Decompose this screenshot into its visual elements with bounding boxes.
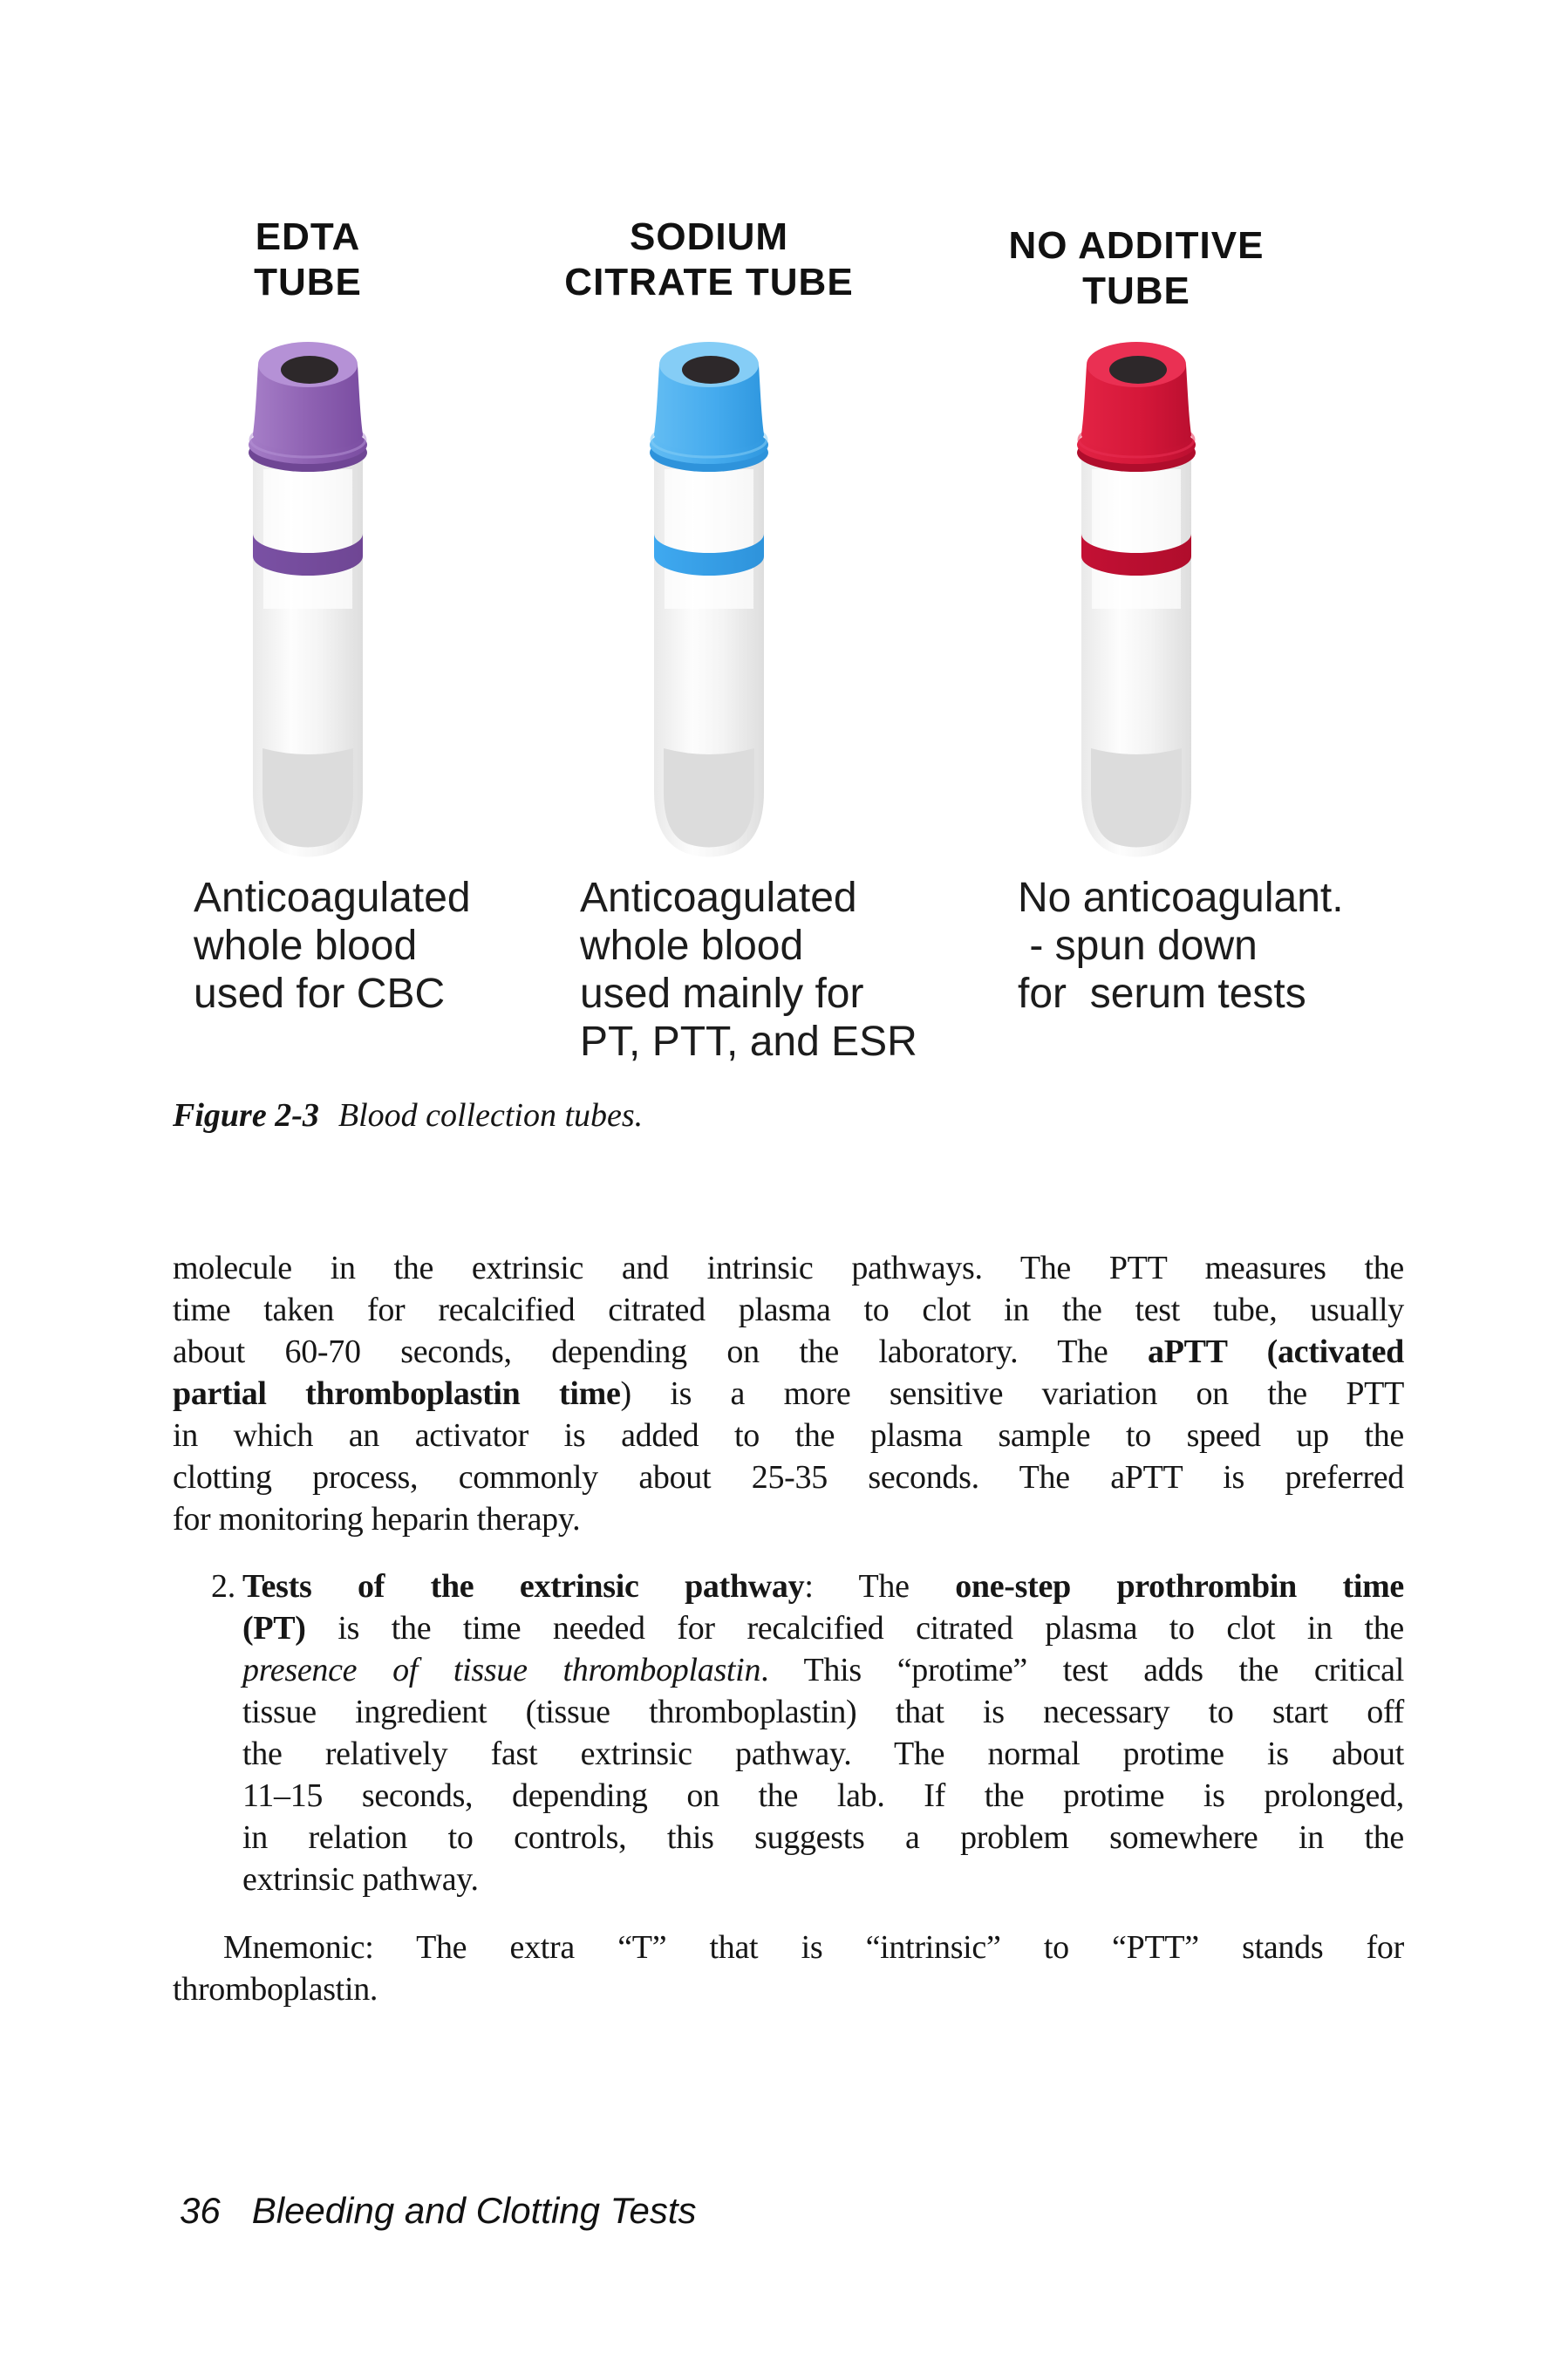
text-line: about 60-70 seconds, depending on the laboratory. The aPTT (activated bbox=[173, 1333, 1404, 1370]
text-line: Mnemonic: The extra “T” that is “intrinsic” to “PTT” stands for bbox=[223, 1929, 1404, 1966]
chapter-title: Bleeding and Clotting Tests bbox=[251, 2190, 697, 2231]
paragraph-ptt-aptt bbox=[173, 1247, 1404, 1540]
page-number: 36 bbox=[180, 2190, 221, 2231]
tube-title-edta bbox=[116, 215, 500, 305]
tube-title-no-additive bbox=[944, 223, 1328, 314]
list-item-number: 2. bbox=[211, 1568, 235, 1605]
list-item-content bbox=[242, 1565, 1404, 1900]
no-additive-tube-illustration bbox=[1062, 338, 1210, 865]
tube-description-edta bbox=[116, 874, 560, 1018]
mnemonic-paragraph bbox=[173, 1927, 1404, 2010]
tube-column-no-additive bbox=[944, 0, 1344, 1081]
tube-column-sodium-citrate bbox=[517, 0, 917, 1081]
tube-title-line: CITRATE TUBE bbox=[564, 261, 854, 304]
text-line: the relatively fast extrinsic pathway. The normal protime is about bbox=[242, 1736, 1404, 1772]
text-line: thromboplastin. bbox=[173, 1971, 378, 2008]
tube-title-line: SODIUM bbox=[630, 215, 788, 258]
tube-description-line: Anticoagulated bbox=[580, 875, 857, 921]
tube-description-no-additive bbox=[944, 874, 1384, 1018]
text-line: extrinsic pathway. bbox=[242, 1861, 479, 1898]
figure-caption-label: Figure 2-3 bbox=[173, 1097, 319, 1134]
tube-title-line: NO ADDITIVE bbox=[1008, 224, 1265, 267]
text-line: 11–15 seconds, depending on the lab. If the protime is prolonged, bbox=[242, 1777, 1404, 1814]
text-line: presence of tissue thromboplastin. This “protime” test adds the critical bbox=[242, 1652, 1405, 1688]
tube-description-line: Anticoagulated bbox=[194, 875, 471, 921]
tube-description-line: for serum tests bbox=[1018, 971, 1306, 1017]
tube-title-sodium-citrate bbox=[517, 215, 901, 305]
text-line: (PT) is the time needed for recalcified citrated plasma to clot in the bbox=[242, 1610, 1404, 1647]
text-line: partial thromboplastin time) is a more sensitive variation on the PTT bbox=[173, 1375, 1404, 1412]
tube-title-line: TUBE bbox=[1082, 269, 1190, 312]
tube-column-edta bbox=[116, 0, 500, 1081]
text-line: tissue ingredient (tissue thromboplastin) that is necessary to start off bbox=[242, 1694, 1404, 1730]
text-line: in which an activator is added to the plasma sample to speed up the bbox=[173, 1417, 1404, 1454]
text-line: Tests of the extrinsic pathway: The one-step prothrombin time bbox=[242, 1568, 1405, 1605]
tube-description-sodium-citrate bbox=[517, 874, 946, 1066]
tube-description-line: - spun down bbox=[1018, 923, 1258, 969]
edta-tube-illustration bbox=[234, 338, 382, 865]
list-item-extrinsic-pathway bbox=[211, 1565, 1405, 1900]
tube-description-line: whole blood bbox=[580, 923, 804, 969]
figure-caption bbox=[173, 1095, 1404, 1136]
tube-description-line: used mainly for bbox=[580, 971, 864, 1017]
text-line: time taken for recalcified citrated plasma to clot in the test tube, usually bbox=[173, 1292, 1404, 1328]
tube-description-line: used for CBC bbox=[194, 971, 446, 1017]
text-line: clotting process, commonly about 25-35 seconds. The aPTT is preferred bbox=[173, 1459, 1404, 1496]
body-text-section bbox=[173, 1247, 1404, 2010]
tube-description-line: No anticoagulant. bbox=[1018, 875, 1344, 921]
page-footer bbox=[180, 2191, 697, 2231]
figure-caption-text: Blood collection tubes. bbox=[337, 1097, 644, 1134]
text-line: in relation to controls, this suggests a problem somewhere in the bbox=[242, 1819, 1404, 1856]
text-line: for monitoring heparin therapy. bbox=[173, 1501, 581, 1538]
tube-description-line: whole blood bbox=[194, 923, 418, 969]
tube-description-line: PT, PTT, and ESR bbox=[580, 1019, 917, 1065]
sodium-citrate-tube-illustration bbox=[635, 338, 783, 865]
text-line: molecule in the extrinsic and intrinsic pathways. The PTT measures the bbox=[173, 1250, 1404, 1286]
tube-title-line: TUBE bbox=[254, 261, 362, 304]
tube-title-line: EDTA bbox=[255, 215, 361, 258]
